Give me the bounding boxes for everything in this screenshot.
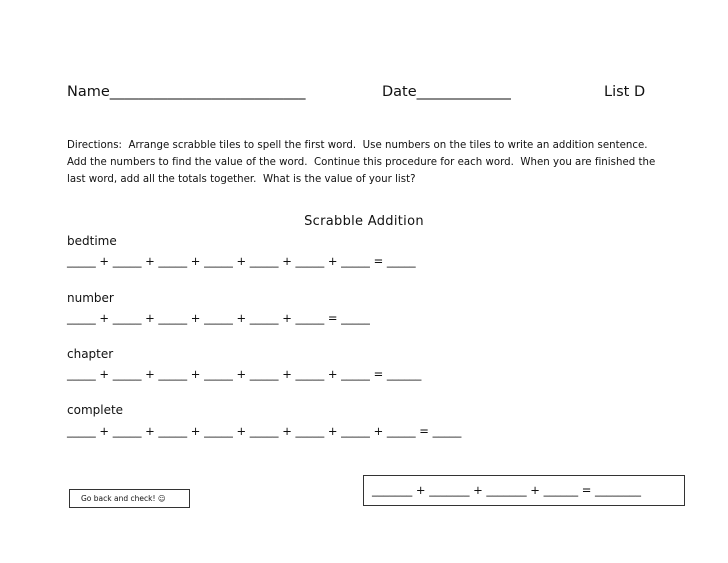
word-complete: complete — [67, 403, 124, 417]
equation-bedtime: _____ + _____ + _____ + _____ + _____ + _____ + _____ = _____ — [67, 254, 416, 268]
list-label: List D — [604, 84, 646, 100]
check-note: Go back and check! ☺ — [81, 494, 166, 503]
page-title: Scrabble Addition — [304, 214, 424, 229]
total-equation: _______ + _______ + _______ + ______ = ________ — [372, 483, 642, 497]
equation-complete: _____ + _____ + _____ + _____ + _____ + _____ + _____ + _____ = _____ — [67, 424, 462, 438]
check-note-box — [69, 489, 190, 508]
equation-chapter: _____ + _____ + _____ + _____ + _____ + _____ + _____ = ______ — [67, 367, 422, 381]
word-number: number — [67, 291, 114, 305]
word-bedtime: bedtime — [67, 234, 117, 248]
date-field-label: Date_____________ — [382, 84, 511, 100]
equation-number: _____ + _____ + _____ + _____ + _____ + _____ = _____ — [67, 311, 370, 325]
directions-line-2: Add the numbers to find the value of the word. Continue this procedure for each word. When you are finished the — [67, 157, 656, 168]
name-field-label: Name___________________________ — [67, 84, 306, 100]
directions-line-3: last word, add all the totals together. What is the value of your list? — [67, 174, 416, 185]
directions-line-1: Directions: Arrange scrabble tiles to spell the first word. Use numbers on the tiles to write an addition sentence. — [67, 140, 648, 151]
total-box — [363, 475, 685, 506]
word-chapter: chapter — [67, 347, 114, 361]
